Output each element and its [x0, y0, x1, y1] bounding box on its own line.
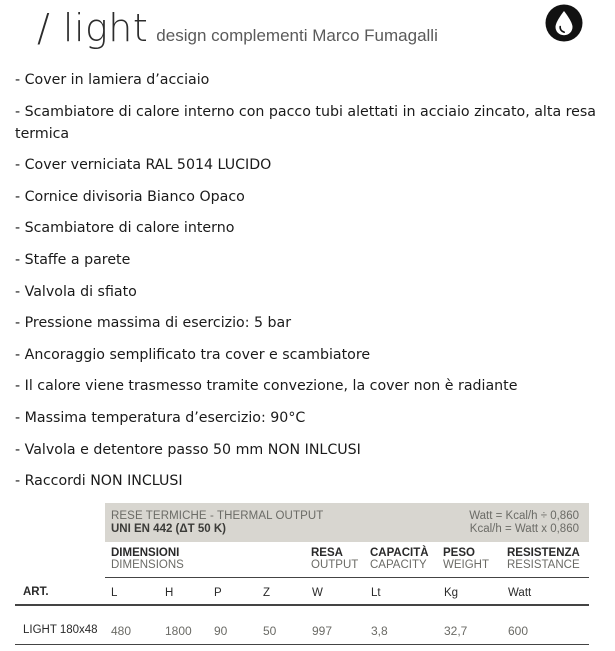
- group-peso: PESO WEIGHT: [443, 547, 489, 571]
- row-z: 50: [263, 624, 277, 638]
- list-item: - Cornice divisoria Bianco Opaco: [15, 188, 245, 205]
- conversion-kcal: Kcal/h = Watt x 0,860: [469, 523, 579, 535]
- row-art: LIGHT 180x48: [23, 624, 98, 636]
- conversion-watt: Watt = Kcal/h ÷ 0,860: [469, 510, 579, 522]
- list-item: - Ancoraggio semplificato tra cover e scambiatore: [15, 346, 371, 363]
- list-item: - Massima temperatura d’esercizio: 90°C: [15, 409, 306, 426]
- brand-name: / light: [37, 6, 149, 50]
- list-item: - Pressione massima di esercizio: 5 bar: [15, 315, 292, 332]
- group-dimensioni: DIMENSIONI DIMENSIONS: [111, 547, 184, 571]
- list-item: - Valvola di sfiato: [15, 283, 137, 300]
- row-p: 90: [214, 624, 228, 638]
- list-item: - Raccordi NON INCLUSI: [15, 473, 183, 490]
- list-item: - Scambiatore di calore interno con pacco tubi alettati in acciaio zincato, alta resa termica: [15, 103, 596, 142]
- brand-subtitle: design complementi Marco Fumagalli: [156, 26, 438, 45]
- col-kg: Kg: [444, 587, 459, 599]
- col-art: ART.: [23, 586, 49, 598]
- group-resistenza: RESISTENZA RESISTANCE: [507, 547, 580, 571]
- divider: [15, 644, 589, 645]
- col-lt: Lt: [371, 587, 381, 599]
- list-item: - Valvola e detentore passo 50 mm NON INLCUSI: [15, 441, 361, 458]
- col-watt: Watt: [508, 587, 532, 599]
- row-kg: 32,7: [444, 624, 468, 638]
- thermal-output-table: [15, 503, 593, 648]
- row-h: 1800: [165, 624, 192, 638]
- row-w: 997: [312, 624, 333, 638]
- divider: [105, 577, 589, 578]
- col-w: W: [312, 587, 323, 599]
- feature-list: [15, 69, 600, 502]
- list-item: - Il calore viene trasmesso tramite convezione, la cover non è radiante: [15, 378, 518, 395]
- list-item: - Cover verniciata RAL 5014 LUCIDO: [15, 157, 272, 174]
- group-resa: RESA OUTPUT: [311, 547, 359, 571]
- col-l: L: [111, 587, 118, 599]
- col-p: P: [214, 587, 222, 599]
- table-title-bar: [105, 503, 589, 542]
- col-z: Z: [263, 587, 271, 599]
- table-norm: UNI EN 442 (ΔT 50 K): [111, 523, 226, 535]
- divider: [15, 604, 589, 606]
- row-lt: 3,8: [371, 624, 388, 638]
- list-item: - Staffe a parete: [15, 251, 131, 268]
- water-drop-icon: [545, 4, 583, 42]
- group-capacita: CAPACITÀ CAPACITY: [370, 547, 429, 571]
- list-item: - Cover in lamiera d’acciaio: [15, 72, 210, 88]
- row-watt: 600: [508, 624, 529, 638]
- brand-header: [37, 6, 438, 50]
- row-l: 480: [111, 624, 132, 638]
- list-item: - Scambiatore di calore interno: [15, 220, 235, 237]
- col-h: H: [165, 587, 174, 599]
- table-title: RESE TERMICHE - THERMAL OUTPUT: [111, 510, 324, 522]
